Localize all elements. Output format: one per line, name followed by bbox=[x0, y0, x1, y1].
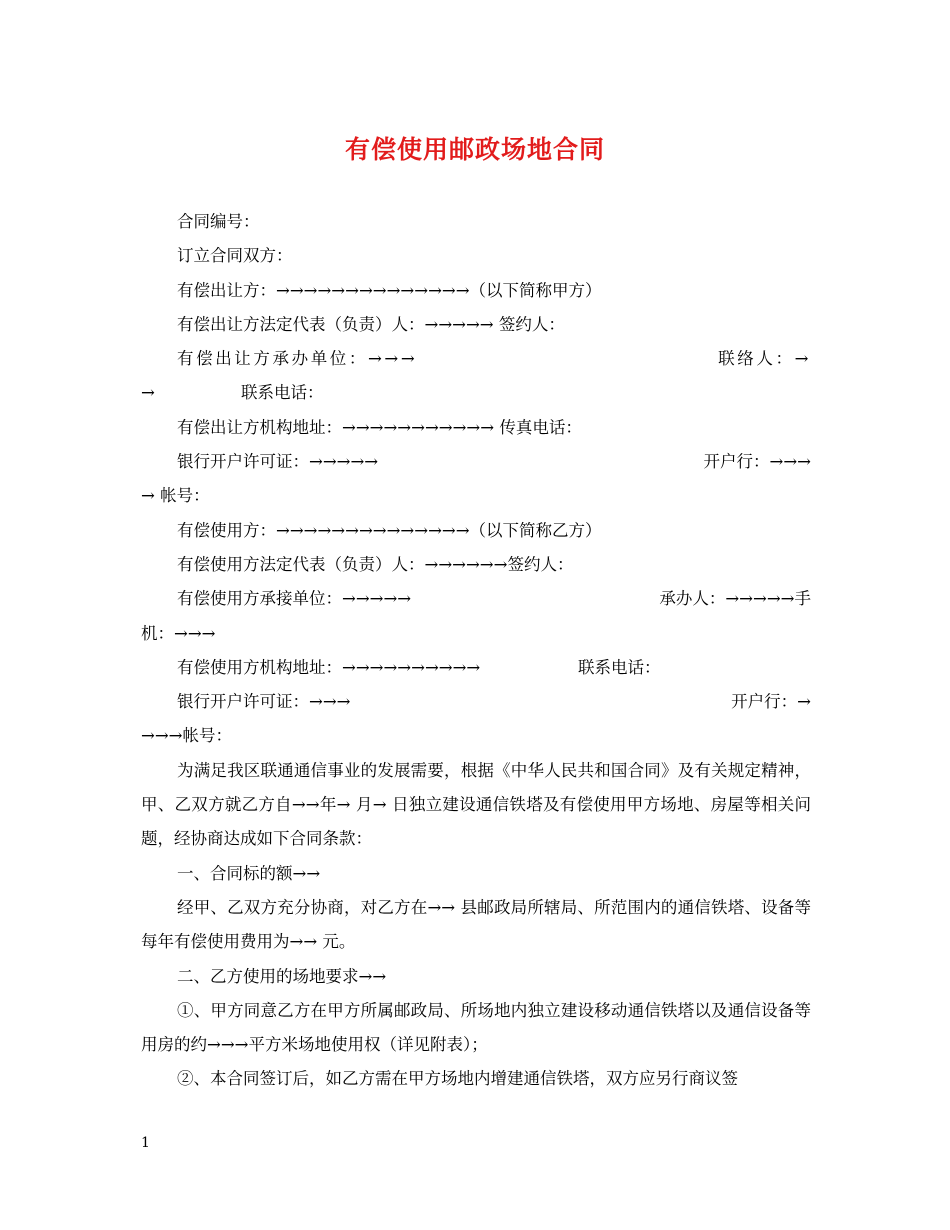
party-b-account-line: →→→帐号： bbox=[141, 726, 232, 746]
party-b-address-line bbox=[141, 651, 811, 685]
party-b-mobile-line: 机：→→→ bbox=[141, 623, 216, 643]
party-b-line: 有偿使用方：→→→→→→→→→→→→→→（以下简称乙方） bbox=[177, 520, 602, 540]
party-a-representative-line: 有偿出让方法定代表（负责）人：→→→→→ 签约人： bbox=[177, 314, 565, 334]
party-a-address-line: 有偿出让方机构地址：→→→→→→→→→→→ 传真电话： bbox=[177, 417, 582, 437]
party-b-bank-line bbox=[141, 685, 811, 719]
section-2-item-1: ①、甲方同意乙方在甲方所属邮政局、所场地内独立建设移动通信铁塔以及通信设备等用房的约→→→平方米场地使用权（详见附表）； bbox=[141, 1000, 811, 1055]
party-b-address-text: 有偿使用方机构地址：→→→→→→→→→→ bbox=[177, 657, 481, 677]
party-a-phone-text: 联系电话： bbox=[241, 383, 324, 403]
page-number: 1 bbox=[141, 1135, 150, 1151]
party-b-handler-text: 承办人：→→→→→手 bbox=[659, 589, 811, 609]
party-a-bank-line bbox=[141, 445, 811, 479]
party-a-phone-line bbox=[141, 376, 811, 410]
party-a-contact-text: 联络人：→ bbox=[718, 349, 811, 369]
party-b-unit-text: 有偿使用方承接单位：→→→→→ bbox=[177, 589, 412, 609]
party-a-unit-line bbox=[141, 342, 811, 376]
party-b-bank-text: 开户行：→ bbox=[731, 692, 811, 712]
party-b-phone-text: 联系电话： bbox=[578, 657, 661, 677]
party-b-bank-license-text: 银行开户许可证：→→→ bbox=[177, 692, 351, 712]
contract-number-line: 合同编号： bbox=[177, 212, 260, 231]
document-title: 有偿使用邮政场地合同 bbox=[344, 135, 605, 164]
section-1-paragraph: 经甲、乙双方充分协商，对乙方在→→ 县邮政局所辖局、所范围内的通信铁塔、设备等每年有偿使用费用为→→ 元。 bbox=[141, 897, 811, 952]
party-a-line: 有偿出让方：→→→→→→→→→→→→→→（以下简称甲方） bbox=[177, 280, 602, 300]
section-2-heading: 二、乙方使用的场地要求→→ bbox=[177, 966, 387, 986]
section-2-item-2: ②、本合同签订后，如乙方需在甲方场地内增建通信铁塔，双方应另行商议签 bbox=[177, 1069, 738, 1089]
document-body bbox=[141, 205, 811, 1097]
preamble-paragraph: 为满足我区联通通信事业的发展需要，根据《中华人民共和国合同》及有关规定精神，甲、乙双方就乙方自→→年→ 月→ 日独立建设通信铁塔及有偿使用甲方场地、房屋等相关问题，经协商达成如下合同条款： bbox=[141, 760, 811, 849]
party-b-representative-line: 有偿使用方法定代表（负责）人：→→→→→→签约人： bbox=[177, 554, 574, 574]
section-1-heading: 一、合同标的额→→ bbox=[177, 863, 321, 883]
party-b-unit-line bbox=[141, 582, 811, 616]
party-a-bank-license-text: 银行开户许可证：→→→→→ bbox=[177, 452, 379, 472]
party-a-bank-text: 开户行：→→→ bbox=[703, 452, 811, 472]
party-a-account-line: → 帐号： bbox=[141, 486, 210, 506]
parties-line: 订立合同双方： bbox=[177, 246, 293, 266]
party-a-unit-text: 有偿出让方承办单位：→→→ bbox=[177, 349, 418, 369]
party-a-phone-arrow: → bbox=[141, 383, 155, 403]
